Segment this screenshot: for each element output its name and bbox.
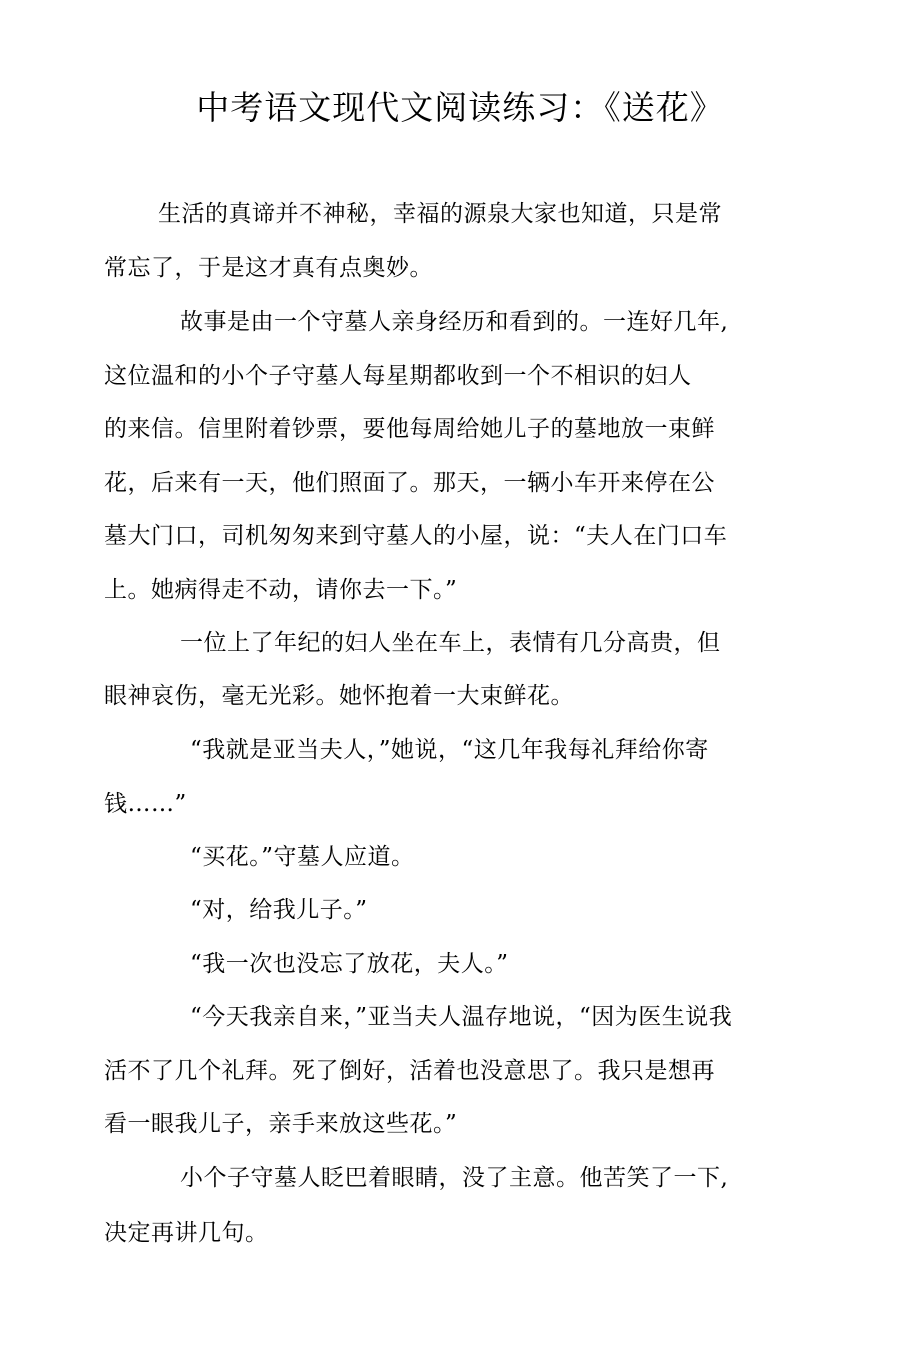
text-line: 一位上了年纪的妇人坐在车上，表情有几分高贵，但: [180, 630, 721, 656]
text-line: 的来信。信里附着钞票，要他每周给她儿子的墓地放一束鲜: [104, 416, 715, 442]
text-line: 活不了几个礼拜。死了倒好，活着也没意思了。我只是想再: [104, 1058, 715, 1084]
text-line: 生活的真谛并不神秘，幸福的源泉大家也知道，只是常: [158, 201, 722, 227]
text-line: 钱……”: [104, 791, 187, 817]
text-line: 决定再讲几句。: [104, 1220, 269, 1246]
page-title: 中考语文现代文阅读练习：《送花》: [196, 88, 724, 127]
text-line: 眼神哀伤，毫无光彩。她怀抱着一大束鲜花。: [104, 683, 574, 709]
text-line: “今天我亲自来，”亚当夫人温存地说，“因为医生说我: [190, 1004, 733, 1030]
text-line: 这位温和的小个子守墓人每星期都收到一个不相识的妇人: [104, 363, 692, 389]
text-line: “我一次也没忘了放花，夫人。”: [190, 951, 509, 977]
text-line: 常忘了，于是这才真有点奥妙。: [104, 255, 433, 281]
text-line: 上。她病得走不动，请你去一下。”: [104, 577, 458, 603]
text-line: “对，给我儿子。”: [190, 897, 368, 923]
text-line: “我就是亚当夫人，”她说，“这几年我每礼拜给你寄: [190, 737, 709, 763]
text-line: 小个子守墓人眨巴着眼睛，没了主意。他苦笑了一下,: [180, 1165, 729, 1191]
text-line: 墓大门口，司机匆匆来到守墓人的小屋，说：“夫人在门口车: [104, 523, 728, 549]
text-line: “买花。”守墓人应道。: [190, 844, 415, 870]
text-line: 花，后来有一天，他们照面了。那天，一辆小车开来停在公: [104, 470, 715, 496]
text-line: 看一眼我儿子，亲手来放这些花。”: [104, 1111, 458, 1137]
text-line: 故事是由一个守墓人亲身经历和看到的。一连好几年,: [180, 309, 729, 335]
